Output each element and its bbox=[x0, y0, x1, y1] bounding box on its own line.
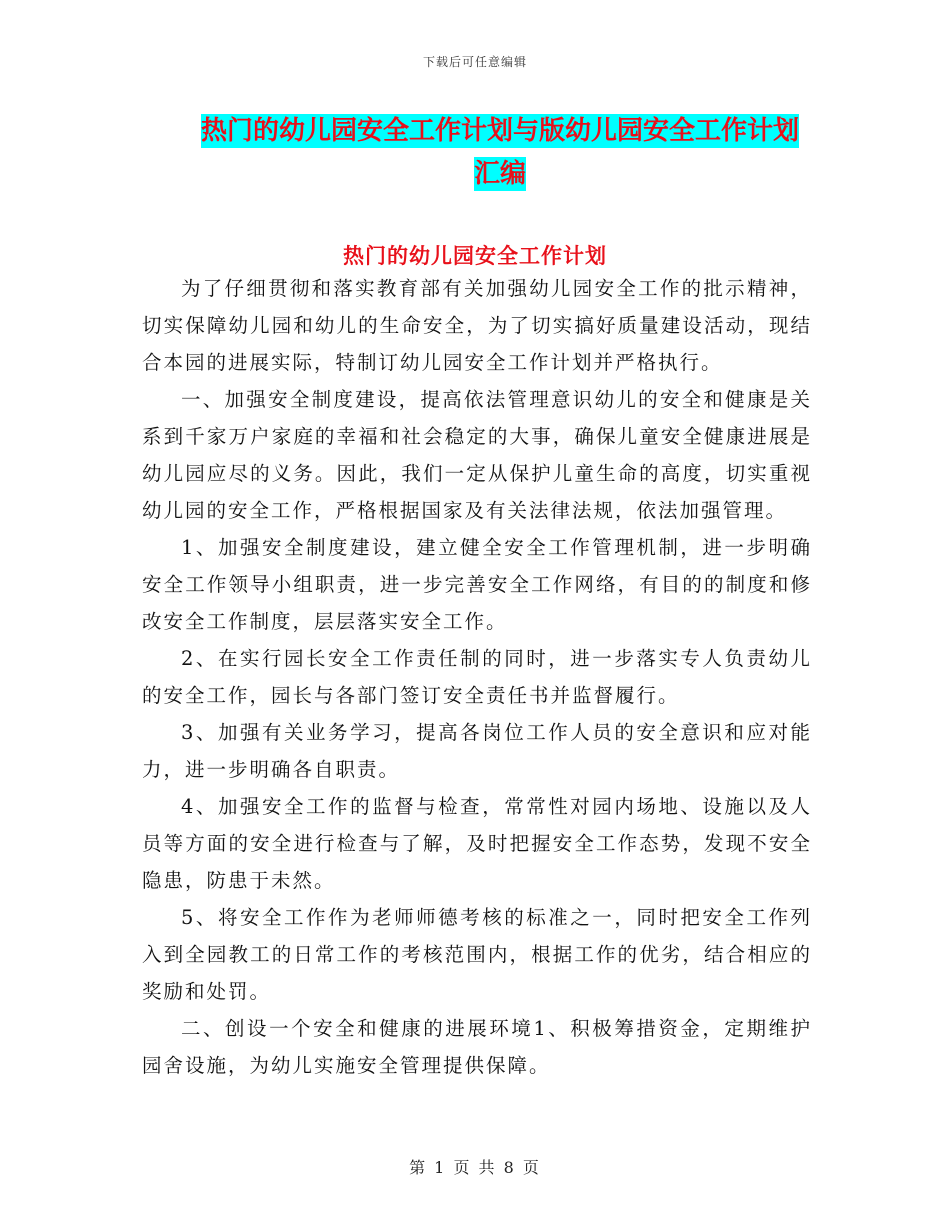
document-body bbox=[142, 270, 812, 1084]
section-title: 热门的幼儿园安全工作计划 bbox=[343, 243, 607, 268]
document-title-line1: 热门的幼儿园安全工作计划与版幼儿园安全工作计划 bbox=[200, 116, 799, 146]
paragraph-item-1: 1、加强安全制度建设，建立健全安全工作管理机制，进一步明确安全工作领导小组职责，进一步完善安全工作网络，有目的的制度和修改安全工作制度，层层落实安全工作。 bbox=[142, 536, 812, 633]
paragraph-section-one: 一、加强安全制度建设，提高依法管理意识幼儿的安全和健康是关系到千家万户家庭的幸福和社会稳定的大事，确保儿童安全健康进展是幼儿园应尽的义务。因此，我们一定从保护儿童生命的高度，切实重视幼儿园的安全工作，严格根据国家及有关法律法规，依法加强管理。 bbox=[142, 388, 812, 522]
paragraph-item-3: 3、加强有关业务学习，提高各岗位工作人员的安全意识和应对能力，进一步明确各自职责。 bbox=[142, 721, 812, 781]
paragraph-item-5: 5、将安全工作作为老师师德考核的标准之一，同时把安全工作列入到全园教工的日常工作的考核范围内，根据工作的优劣，结合相应的奖励和处罚。 bbox=[142, 906, 812, 1003]
paragraph-intro: 为了仔细贯彻和落实教育部有关加强幼儿园安全工作的批示精神，切实保障幼儿园和幼儿的生命安全，为了切实搞好质量建设活动，现结合本园的进展实际，特制订幼儿园安全工作计划并严格执行。 bbox=[142, 277, 812, 374]
paragraph-item-4: 4、加强安全工作的监督与检查，常常性对园内场地、设施以及人员等方面的安全进行检查与了解，及时把握安全工作态势，发现不安全隐患，防患于未然。 bbox=[142, 795, 812, 892]
document-title-line2: 汇编 bbox=[473, 159, 526, 189]
paragraph-section-two: 二、创设一个安全和健康的进展环境1、积极筹措资金，定期维护园舍设施，为幼儿实施安全管理提供保障。 bbox=[142, 1017, 812, 1077]
page-header-note: 下载后可任意编辑 bbox=[422, 55, 527, 69]
paragraph-item-2: 2、在实行园长安全工作责任制的同时，进一步落实专人负责幼儿的安全工作，园长与各部门签订安全责任书并监督履行。 bbox=[142, 647, 812, 707]
page-number-footer: 第 1 页 共 8 页 bbox=[409, 1158, 541, 1177]
document-title bbox=[140, 110, 860, 196]
